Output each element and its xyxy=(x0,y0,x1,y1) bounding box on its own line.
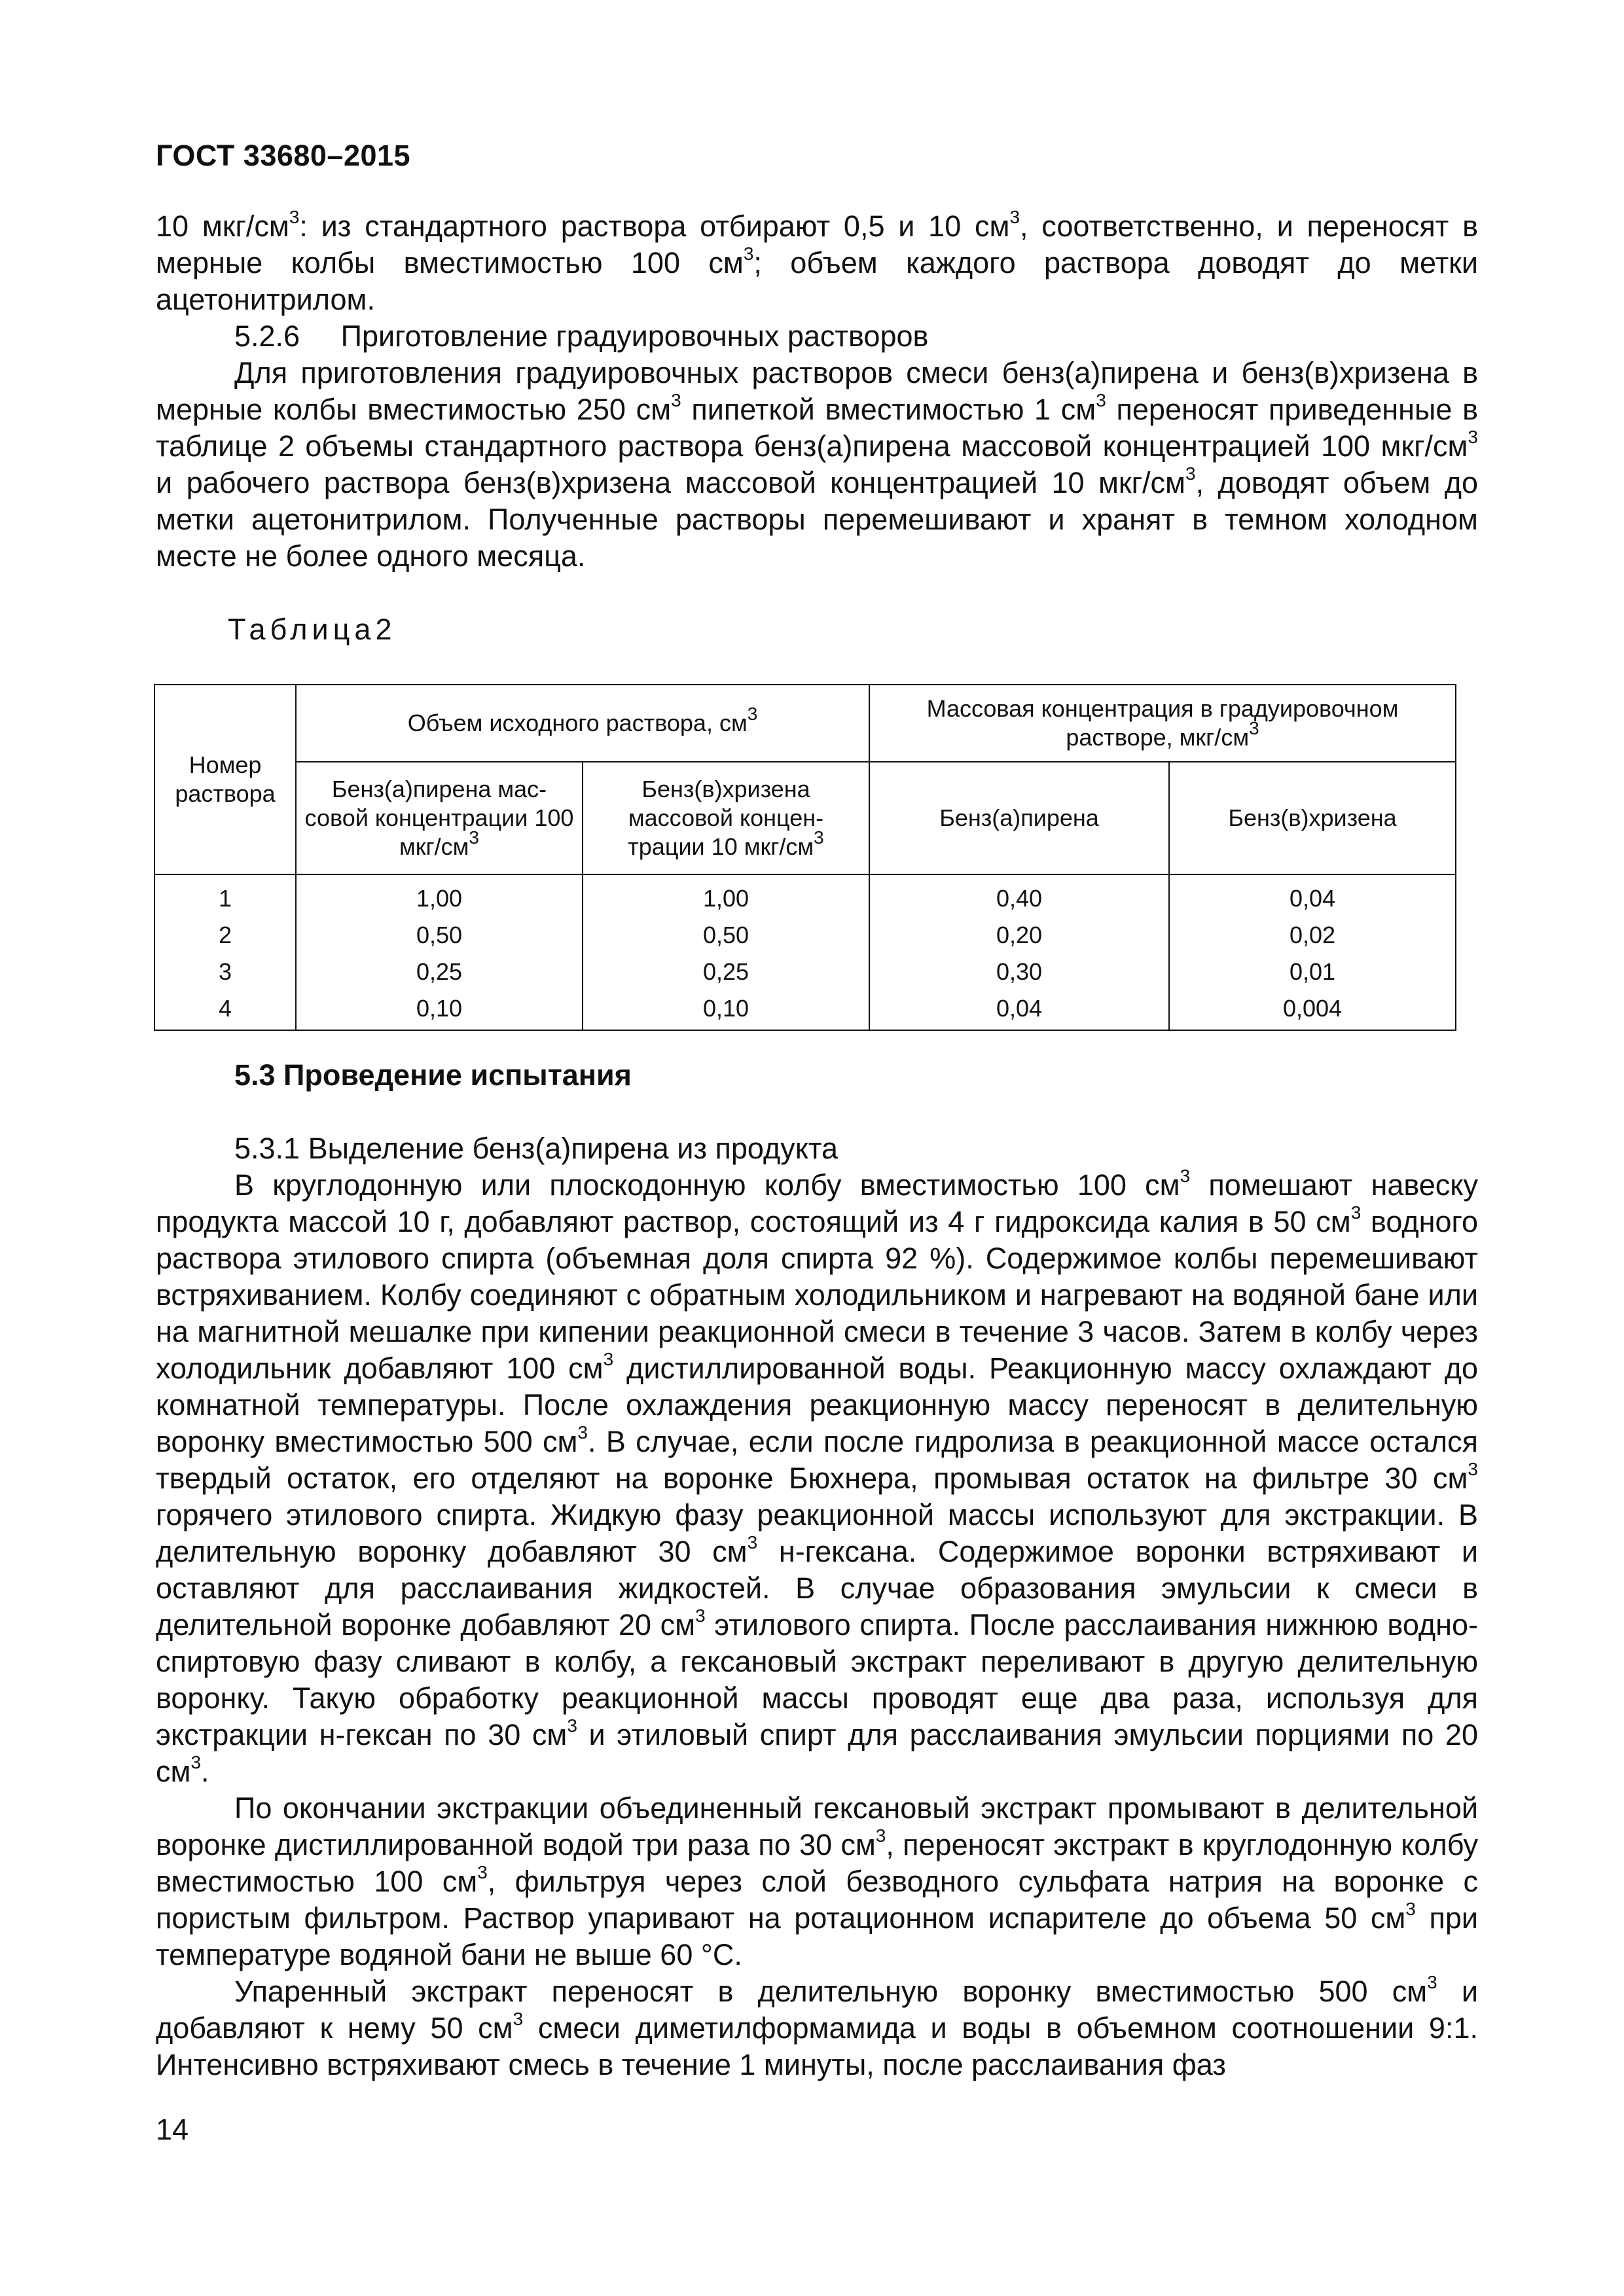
header-bbc-concentration: Бенз(в)хризена xyxy=(1169,762,1456,874)
document-id-header: ГОСТ 33680–2015 xyxy=(156,139,411,172)
subsection-5-3-1-title: 5.3.1 Выделение бенз(а)пирена из продукта xyxy=(234,1132,839,1165)
table-row: 2 0,50 0,50 0,20 0,02 xyxy=(154,917,1456,954)
table-row: 1 1,00 1,00 0,40 0,04 xyxy=(154,874,1456,917)
paragraph-standard-solution: 10 мкг/$см^3$: из стандартного раствора отбирают 0,5 и 10 $см^3$, соответственно, и переносят в мерные колбы вместимостью 100 $см^3$; объем каждого раствора доводят до метки ацетонитрилом. xyxy=(156,207,1479,316)
header-bbc-volume: Бенз(в)хризена массовой концен- трации 10 мкг/$см^3$ xyxy=(583,762,869,874)
header-bap-concentration: Бенз(а)пирена xyxy=(869,762,1169,874)
page-number: 14 xyxy=(156,2113,189,2146)
header-volume-group: Объем исходного раствора, $см^3$ xyxy=(296,685,869,762)
paragraph-washing: По окончании экстракции объединенный гексановый экстракт промывают в делительной воронке дистиллированной водой три раза по 30 $см^3$, переносят экстракт в круглодонную колбу вместимостью 100 $см^3$, фильтруя через слой безводного сульфата натрия на воронке с пористым фильтром. Раствор упаривают на ротационном испарителе до объема 50 $см^3$ при температуре водяной бани не выше 60 °С. xyxy=(156,1791,1478,1971)
header-solution-number: Номер раствора xyxy=(154,685,296,874)
paragraph-extraction: В круглодонную или плоскодонную колбу вместимостью 100 $см^3$ помешают навеску продукта массой 10 г, добавляют раствор, состоящий из 4 г гидроксида калия в 50 $см^3$ водного раствора этилового спирта (объемная доля спирта 92 %). Содержимое колбы перемешивают встряхиванием. Колбу соединяют с обратным холодильником и нагревают на водяной бане или на магнитной мешалке при кипении реакционной смеси в течение 3 часов. Затем в колбу через холодильник добавляют 100 $см^3$ дистиллированной воды. Реакционную массу охлаждают до комнатной температуры. После охлаждения реакционную массу переносят в делительную воронку вместимостью 500 $см^3$. В случае, если после гидролиза в реакционной массе остался твердый остаток, его отделяют на воронке Бюхнера, промывая остаток на фильтре 30 $см^3$ горячего этилового спирта. Жидкую фазу реакционной массы используют для экстракции. В делительную воронку добавляют 30 $см^3$ н-гексана. Содержимое воронки встряхивают и оставляют для расслаивания жидкостей. В случае образования эмульсии к смеси в делительной воронке добавляют 20 $см^3$ этилового спирта. После расслаивания нижнюю водно-спиртовую фазу сливают в колбу, а гексановый экстракт переливают в другую делительную воронку. Такую обработку реакционной массы проводят еще два раза, используя для экстракции н-гексан по 30 $см^3$ и этиловый спирт для расслаивания эмульсии порциями по 20 $см^3$. xyxy=(156,1166,1479,1788)
paragraph-calibration: Для приготовления градуировочных растворов смеси бенз(а)пирена и бенз(в)хризена в мерные колбы вместимостью 250 $см^3$ пипеткой вместимостью 1 $см^3$ переносят приведенные в таблице 2 объемы стандартного раствора бенз(а)пирена массовой концентрацией 100 мкг/$см^3$ и рабочего раствора бенз(в)хризена массовой концентрацией 10 мкг/$см^3$, доводят объем до метки ацетонитрилом. Полученные растворы перемешивают и хранят в темном холодном месте не более одного месяца. xyxy=(156,356,1478,573)
table-caption: Таблица2 xyxy=(228,613,397,646)
subsection-5-2-6-title: 5.2.6 Приготовление градуировочных растворов xyxy=(234,319,929,353)
section-title: 5.3 Проведение испытания xyxy=(234,1058,632,1092)
calibration-table xyxy=(154,684,1456,1031)
header-bap-volume: Бенз(а)пирена мас- совой концентрации 100 мкг/$см^3$ xyxy=(296,762,583,874)
table-row: 3 0,25 0,25 0,30 0,01 xyxy=(154,954,1456,990)
top-text-block xyxy=(156,208,1478,648)
table-row: 4 0,10 0,10 0,04 0,004 xyxy=(154,990,1456,1030)
header-concentration-group: Массовая концентрация в градуировочном растворе, мкг/$см^3$ xyxy=(869,685,1456,762)
paragraph-dmf: Упаренный экстракт переносят в делительную воронку вместимостью 500 $см^3$ и добавляют к нему 50 $см^3$ смеси диметилформамида и воды в объемном соотношении 9:1. Интенсивно встряхивают смесь в течение 1 минуты, после расслаивания фаз xyxy=(156,1972,1478,2081)
section-5-3-block xyxy=(156,1057,1478,2083)
